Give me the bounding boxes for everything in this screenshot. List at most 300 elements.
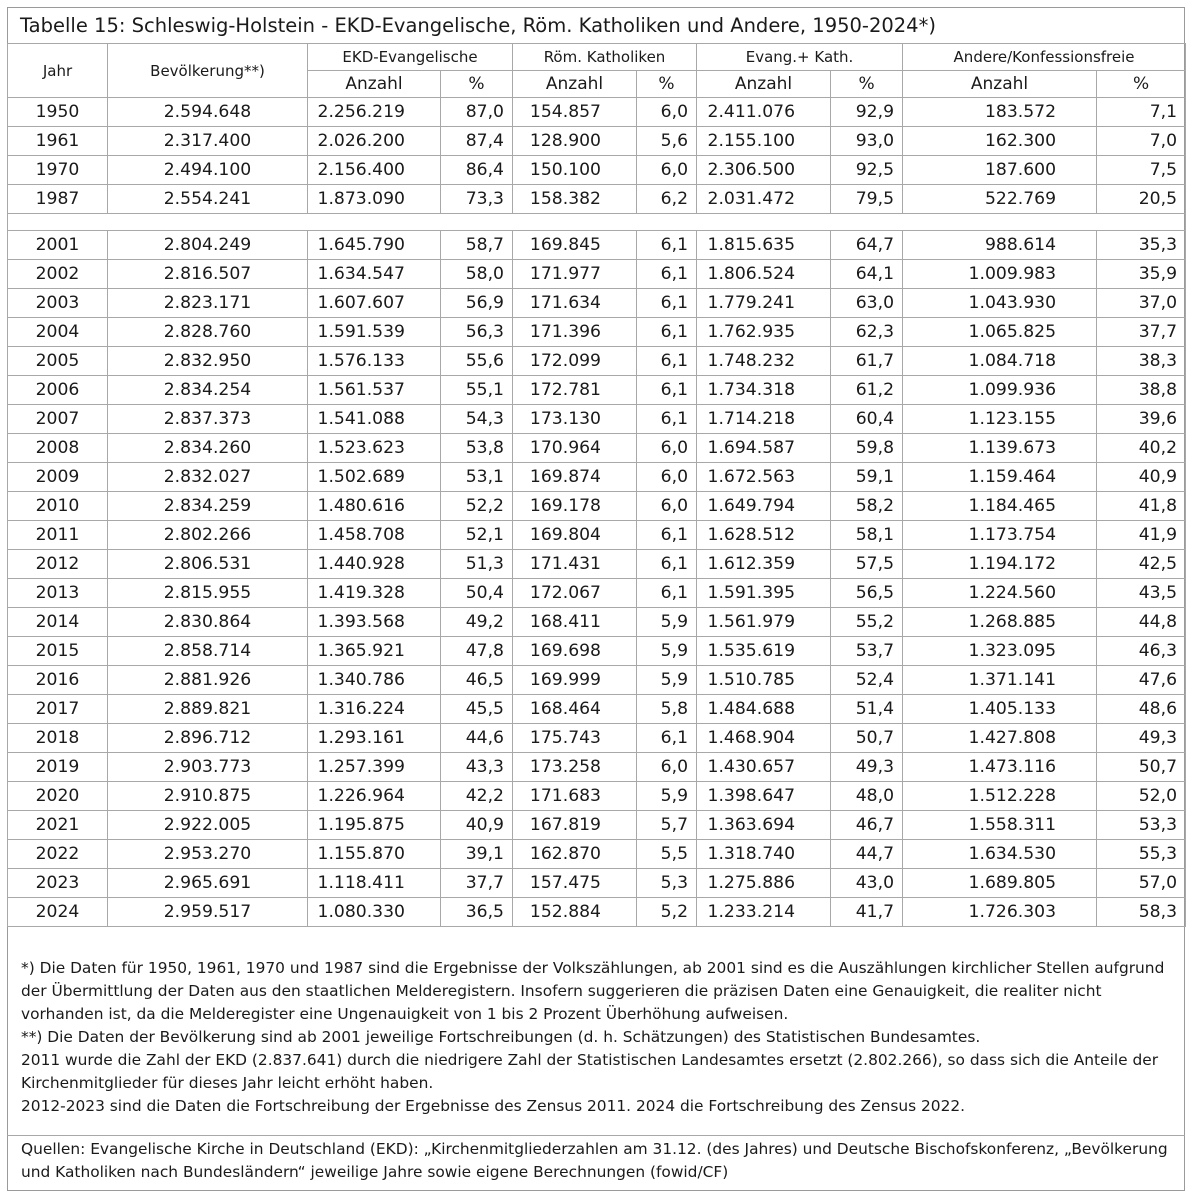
- cell-evkath-anzahl: 1.779.241: [697, 289, 831, 318]
- table-row: [8, 260, 1186, 289]
- cell-ekd-pct: 55,1: [441, 376, 513, 405]
- table-row: [8, 156, 1186, 185]
- cell-ekd-anzahl: 1.523.623: [308, 434, 441, 463]
- header-anzahl: Anzahl: [513, 71, 637, 98]
- cell-evkath-anzahl: 1.612.359: [697, 550, 831, 579]
- cell-andere-anzahl: 1.268.885: [903, 608, 1097, 637]
- cell-evkath-anzahl: 1.806.524: [697, 260, 831, 289]
- cell-ekd-pct: 53,1: [441, 463, 513, 492]
- cell-kath-anzahl: 158.382: [513, 185, 637, 214]
- cell-andere-pct: 37,7: [1097, 318, 1186, 347]
- cell-bevoelkerung: 2.823.171: [108, 289, 308, 318]
- cell-jahr: 2011: [8, 521, 108, 550]
- cell-evkath-pct: 93,0: [831, 127, 903, 156]
- cell-jahr: 2004: [8, 318, 108, 347]
- cell-andere-pct: 55,3: [1097, 840, 1186, 869]
- table-row: [8, 185, 1186, 214]
- header-pct: %: [831, 71, 903, 98]
- cell-jahr: 2010: [8, 492, 108, 521]
- cell-evkath-pct: 59,8: [831, 434, 903, 463]
- cell-evkath-pct: 52,4: [831, 666, 903, 695]
- cell-ekd-pct: 42,2: [441, 782, 513, 811]
- cell-andere-pct: 48,6: [1097, 695, 1186, 724]
- cell-kath-pct: 6,1: [637, 724, 697, 753]
- cell-kath-anzahl: 152.884: [513, 898, 637, 927]
- table-row: [8, 608, 1186, 637]
- table-row: [8, 724, 1186, 753]
- cell-kath-pct: 6,1: [637, 376, 697, 405]
- cell-evkath-pct: 46,7: [831, 811, 903, 840]
- cell-kath-anzahl: 171.431: [513, 550, 637, 579]
- cell-ekd-pct: 43,3: [441, 753, 513, 782]
- cell-bevoelkerung: 2.554.241: [108, 185, 308, 214]
- cell-jahr: 2009: [8, 463, 108, 492]
- cell-ekd-anzahl: 1.365.921: [308, 637, 441, 666]
- table-row: [8, 782, 1186, 811]
- header-group-evang-kath: Evang.+ Kath.: [697, 44, 903, 71]
- cell-bevoelkerung: 2.802.266: [108, 521, 308, 550]
- cell-kath-anzahl: 157.475: [513, 869, 637, 898]
- cell-bevoelkerung: 2.317.400: [108, 127, 308, 156]
- cell-kath-anzahl: 172.781: [513, 376, 637, 405]
- cell-jahr: 2018: [8, 724, 108, 753]
- cell-evkath-anzahl: 1.363.694: [697, 811, 831, 840]
- cell-ekd-pct: 44,6: [441, 724, 513, 753]
- cell-evkath-pct: 58,1: [831, 521, 903, 550]
- cell-ekd-anzahl: 2.156.400: [308, 156, 441, 185]
- cell-bevoelkerung: 2.828.760: [108, 318, 308, 347]
- cell-evkath-pct: 53,7: [831, 637, 903, 666]
- header-group-ekd: EKD-Evangelische: [308, 44, 513, 71]
- header-anzahl: Anzahl: [697, 71, 831, 98]
- cell-evkath-anzahl: 1.672.563: [697, 463, 831, 492]
- header-group-andere: Andere/Konfessionsfreie: [903, 44, 1186, 71]
- cell-evkath-pct: 48,0: [831, 782, 903, 811]
- cell-kath-anzahl: 169.698: [513, 637, 637, 666]
- cell-andere-pct: 37,0: [1097, 289, 1186, 318]
- cell-andere-anzahl: 1.634.530: [903, 840, 1097, 869]
- cell-ekd-pct: 49,2: [441, 608, 513, 637]
- cell-evkath-pct: 41,7: [831, 898, 903, 927]
- cell-evkath-pct: 64,7: [831, 231, 903, 260]
- cell-ekd-pct: 86,4: [441, 156, 513, 185]
- cell-bevoelkerung: 2.832.950: [108, 347, 308, 376]
- cell-ekd-anzahl: 1.502.689: [308, 463, 441, 492]
- cell-kath-pct: 5,9: [637, 666, 697, 695]
- cell-evkath-anzahl: 2.306.500: [697, 156, 831, 185]
- cell-kath-anzahl: 150.100: [513, 156, 637, 185]
- cell-ekd-anzahl: 1.257.399: [308, 753, 441, 782]
- cell-andere-pct: 38,3: [1097, 347, 1186, 376]
- cell-evkath-anzahl: 1.591.395: [697, 579, 831, 608]
- cell-ekd-anzahl: 1.541.088: [308, 405, 441, 434]
- cell-evkath-anzahl: 1.398.647: [697, 782, 831, 811]
- cell-bevoelkerung: 2.896.712: [108, 724, 308, 753]
- cell-ekd-anzahl: 1.316.224: [308, 695, 441, 724]
- cell-ekd-pct: 37,7: [441, 869, 513, 898]
- cell-jahr: 2024: [8, 898, 108, 927]
- cell-kath-anzahl: 172.067: [513, 579, 637, 608]
- footnote: **) Die Daten der Bevölkerung sind ab 2001 jeweilige Fortschreibungen (d. h. Schätzungen) des Statistischen Bundesamtes.: [21, 1028, 981, 1046]
- cell-kath-anzahl: 169.804: [513, 521, 637, 550]
- cell-andere-anzahl: 1.099.936: [903, 376, 1097, 405]
- cell-kath-pct: 5,2: [637, 898, 697, 927]
- cell-evkath-pct: 79,5: [831, 185, 903, 214]
- cell-kath-pct: 6,0: [637, 492, 697, 521]
- cell-kath-pct: 5,9: [637, 608, 697, 637]
- cell-bevoelkerung: 2.858.714: [108, 637, 308, 666]
- cell-evkath-anzahl: 1.748.232: [697, 347, 831, 376]
- cell-andere-anzahl: 187.600: [903, 156, 1097, 185]
- cell-kath-pct: 6,1: [637, 347, 697, 376]
- cell-ekd-anzahl: 1.195.875: [308, 811, 441, 840]
- cell-andere-anzahl: 1.726.303: [903, 898, 1097, 927]
- header-anzahl: Anzahl: [308, 71, 441, 98]
- cell-andere-anzahl: 162.300: [903, 127, 1097, 156]
- cell-evkath-anzahl: 1.734.318: [697, 376, 831, 405]
- table-row: [8, 347, 1186, 376]
- cell-kath-pct: 6,0: [637, 463, 697, 492]
- cell-andere-anzahl: 1.139.673: [903, 434, 1097, 463]
- cell-andere-anzahl: 522.769: [903, 185, 1097, 214]
- cell-andere-pct: 41,8: [1097, 492, 1186, 521]
- cell-ekd-pct: 51,3: [441, 550, 513, 579]
- cell-kath-pct: 6,0: [637, 98, 697, 127]
- cell-jahr: 2015: [8, 637, 108, 666]
- cell-ekd-anzahl: 1.561.537: [308, 376, 441, 405]
- cell-andere-anzahl: 1.043.930: [903, 289, 1097, 318]
- cell-kath-anzahl: 175.743: [513, 724, 637, 753]
- footnote: 2012-2023 sind die Daten die Fortschreibung der Ergebnisse des Zensus 2011. 2024 die Fortschreibung des Zensus 2022.: [21, 1097, 966, 1115]
- header-pct: %: [637, 71, 697, 98]
- cell-evkath-pct: 51,4: [831, 695, 903, 724]
- header-pct: %: [441, 71, 513, 98]
- footnote: *) Die Daten für 1950, 1961, 1970 und 1987 sind die Ergebnisse der Volkszählungen, ab 2001 sind es die Auszählungen kirchlicher Stellen aufgrund der Übermittlung der Daten aus den staatlichen Melderegistern. Insofern suggerieren die präzisen Daten eine Genauigkeit, die realiter nicht vorhanden ist, da die Melderegister eine Ungenauigkeit von 1 bis 2 Prozent Überhöhung aufweisen.: [21, 959, 1165, 1023]
- cell-ekd-anzahl: 1.458.708: [308, 521, 441, 550]
- header-group-katholiken: Röm. Katholiken: [513, 44, 697, 71]
- header-row-groups: [8, 44, 1186, 71]
- cell-bevoelkerung: 2.594.648: [108, 98, 308, 127]
- cell-evkath-anzahl: 1.628.512: [697, 521, 831, 550]
- cell-ekd-pct: 87,0: [441, 98, 513, 127]
- cell-andere-anzahl: 1.123.155: [903, 405, 1097, 434]
- cell-evkath-pct: 62,3: [831, 318, 903, 347]
- cell-evkath-anzahl: 1.233.214: [697, 898, 831, 927]
- cell-bevoelkerung: 2.830.864: [108, 608, 308, 637]
- cell-evkath-anzahl: 2.411.076: [697, 98, 831, 127]
- cell-evkath-anzahl: 1.468.904: [697, 724, 831, 753]
- cell-kath-anzahl: 128.900: [513, 127, 637, 156]
- cell-kath-pct: 5,8: [637, 695, 697, 724]
- cell-ekd-anzahl: 1.080.330: [308, 898, 441, 927]
- cell-jahr: 1961: [8, 127, 108, 156]
- cell-jahr: 2003: [8, 289, 108, 318]
- cell-kath-anzahl: 168.464: [513, 695, 637, 724]
- cell-jahr: 2020: [8, 782, 108, 811]
- cell-jahr: 2021: [8, 811, 108, 840]
- cell-kath-pct: 6,0: [637, 156, 697, 185]
- cell-jahr: 2005: [8, 347, 108, 376]
- table-row: [8, 550, 1186, 579]
- cell-andere-pct: 52,0: [1097, 782, 1186, 811]
- header-bevoelkerung: Bevölkerung**): [108, 44, 308, 98]
- cell-kath-pct: 5,9: [637, 782, 697, 811]
- cell-andere-pct: 41,9: [1097, 521, 1186, 550]
- cell-kath-pct: 5,9: [637, 637, 697, 666]
- cell-kath-pct: 6,1: [637, 260, 697, 289]
- cell-andere-pct: 43,5: [1097, 579, 1186, 608]
- table-row: [8, 579, 1186, 608]
- table-row: [8, 840, 1186, 869]
- cell-evkath-anzahl: 1.694.587: [697, 434, 831, 463]
- cell-kath-pct: 5,7: [637, 811, 697, 840]
- table-row: [8, 376, 1186, 405]
- cell-evkath-anzahl: 1.649.794: [697, 492, 831, 521]
- cell-andere-pct: 38,8: [1097, 376, 1186, 405]
- cell-ekd-anzahl: 1.393.568: [308, 608, 441, 637]
- cell-kath-anzahl: 171.977: [513, 260, 637, 289]
- cell-jahr: 2019: [8, 753, 108, 782]
- cell-andere-anzahl: 1.224.560: [903, 579, 1097, 608]
- cell-kath-pct: 5,3: [637, 869, 697, 898]
- cell-andere-anzahl: 1.405.133: [903, 695, 1097, 724]
- cell-andere-pct: 53,3: [1097, 811, 1186, 840]
- cell-ekd-pct: 87,4: [441, 127, 513, 156]
- cell-evkath-pct: 50,7: [831, 724, 903, 753]
- cell-andere-pct: 35,9: [1097, 260, 1186, 289]
- cell-andere-pct: 50,7: [1097, 753, 1186, 782]
- header-pct: %: [1097, 71, 1186, 98]
- cell-evkath-pct: 43,0: [831, 869, 903, 898]
- header-anzahl: Anzahl: [903, 71, 1097, 98]
- cell-evkath-pct: 92,5: [831, 156, 903, 185]
- cell-ekd-anzahl: 1.155.870: [308, 840, 441, 869]
- cell-ekd-anzahl: 1.480.616: [308, 492, 441, 521]
- cell-ekd-anzahl: 2.256.219: [308, 98, 441, 127]
- cell-ekd-pct: 73,3: [441, 185, 513, 214]
- cell-bevoelkerung: 2.834.259: [108, 492, 308, 521]
- cell-ekd-anzahl: 1.645.790: [308, 231, 441, 260]
- cell-jahr: 1987: [8, 185, 108, 214]
- cell-bevoelkerung: 2.832.027: [108, 463, 308, 492]
- cell-evkath-pct: 57,5: [831, 550, 903, 579]
- table-row: [8, 492, 1186, 521]
- cell-bevoelkerung: 2.922.005: [108, 811, 308, 840]
- cell-evkath-pct: 92,9: [831, 98, 903, 127]
- cell-jahr: 2013: [8, 579, 108, 608]
- cell-evkath-pct: 59,1: [831, 463, 903, 492]
- cell-evkath-anzahl: 1.815.635: [697, 231, 831, 260]
- cell-kath-anzahl: 169.999: [513, 666, 637, 695]
- cell-ekd-anzahl: 1.226.964: [308, 782, 441, 811]
- cell-evkath-anzahl: 1.430.657: [697, 753, 831, 782]
- cell-jahr: 1950: [8, 98, 108, 127]
- cell-andere-pct: 39,6: [1097, 405, 1186, 434]
- cell-kath-anzahl: 169.178: [513, 492, 637, 521]
- cell-ekd-pct: 54,3: [441, 405, 513, 434]
- cell-evkath-pct: 63,0: [831, 289, 903, 318]
- cell-evkath-pct: 55,2: [831, 608, 903, 637]
- cell-evkath-pct: 58,2: [831, 492, 903, 521]
- cell-kath-anzahl: 170.964: [513, 434, 637, 463]
- cell-bevoelkerung: 2.834.254: [108, 376, 308, 405]
- cell-kath-pct: 6,1: [637, 521, 697, 550]
- table-body-early: [8, 98, 1186, 214]
- cell-kath-anzahl: 167.819: [513, 811, 637, 840]
- cell-evkath-anzahl: 1.535.619: [697, 637, 831, 666]
- cell-ekd-anzahl: 1.340.786: [308, 666, 441, 695]
- cell-andere-pct: 7,1: [1097, 98, 1186, 127]
- table-row: [8, 231, 1186, 260]
- cell-andere-pct: 40,2: [1097, 434, 1186, 463]
- cell-ekd-anzahl: 1.440.928: [308, 550, 441, 579]
- cell-ekd-anzahl: 1.118.411: [308, 869, 441, 898]
- cell-ekd-pct: 50,4: [441, 579, 513, 608]
- table-row: [8, 405, 1186, 434]
- cell-bevoelkerung: 2.910.875: [108, 782, 308, 811]
- cell-evkath-pct: 44,7: [831, 840, 903, 869]
- cell-kath-pct: 6,1: [637, 289, 697, 318]
- cell-kath-anzahl: 169.845: [513, 231, 637, 260]
- cell-evkath-anzahl: 2.155.100: [697, 127, 831, 156]
- cell-kath-anzahl: 168.411: [513, 608, 637, 637]
- cell-andere-anzahl: 988.614: [903, 231, 1097, 260]
- cell-evkath-pct: 56,5: [831, 579, 903, 608]
- cell-kath-anzahl: 171.683: [513, 782, 637, 811]
- cell-kath-anzahl: 171.396: [513, 318, 637, 347]
- cell-kath-anzahl: 173.258: [513, 753, 637, 782]
- cell-jahr: 2001: [8, 231, 108, 260]
- cell-jahr: 2023: [8, 869, 108, 898]
- cell-kath-pct: 6,2: [637, 185, 697, 214]
- cell-ekd-pct: 36,5: [441, 898, 513, 927]
- header-jahr: Jahr: [8, 44, 108, 98]
- cell-andere-pct: 49,3: [1097, 724, 1186, 753]
- cell-andere-anzahl: 1.689.805: [903, 869, 1097, 898]
- cell-bevoelkerung: 2.834.260: [108, 434, 308, 463]
- cell-bevoelkerung: 2.903.773: [108, 753, 308, 782]
- cell-ekd-anzahl: 1.576.133: [308, 347, 441, 376]
- table-row: [8, 811, 1186, 840]
- table-row: [8, 127, 1186, 156]
- cell-kath-pct: 5,5: [637, 840, 697, 869]
- cell-bevoelkerung: 2.953.270: [108, 840, 308, 869]
- cell-ekd-pct: 53,8: [441, 434, 513, 463]
- cell-ekd-pct: 47,8: [441, 637, 513, 666]
- cell-andere-anzahl: 183.572: [903, 98, 1097, 127]
- cell-bevoelkerung: 2.837.373: [108, 405, 308, 434]
- cell-jahr: 2002: [8, 260, 108, 289]
- table-row: [8, 463, 1186, 492]
- cell-andere-anzahl: 1.558.311: [903, 811, 1097, 840]
- cell-andere-anzahl: 1.194.172: [903, 550, 1097, 579]
- cell-evkath-anzahl: 1.561.979: [697, 608, 831, 637]
- cell-andere-pct: 57,0: [1097, 869, 1186, 898]
- cell-evkath-anzahl: 2.031.472: [697, 185, 831, 214]
- cell-andere-anzahl: 1.371.141: [903, 666, 1097, 695]
- cell-ekd-pct: 58,7: [441, 231, 513, 260]
- cell-andere-pct: 47,6: [1097, 666, 1186, 695]
- table-row: [8, 695, 1186, 724]
- cell-jahr: 2006: [8, 376, 108, 405]
- cell-ekd-pct: 45,5: [441, 695, 513, 724]
- table-row: [8, 869, 1186, 898]
- cell-ekd-pct: 52,1: [441, 521, 513, 550]
- table-row: [8, 318, 1186, 347]
- cell-kath-pct: 6,0: [637, 753, 697, 782]
- cell-evkath-anzahl: 1.510.785: [697, 666, 831, 695]
- cell-jahr: 2017: [8, 695, 108, 724]
- cell-kath-pct: 6,1: [637, 550, 697, 579]
- cell-andere-pct: 7,5: [1097, 156, 1186, 185]
- sources: Quellen: Evangelische Kirche in Deutschland (EKD): „Kirchenmitgliederzahlen am 31.12. (des Jahres) und Deutsche Bischofskonferenz, „Bevölkerung und Katholiken nach Bundesländern“ jeweilige Jahre sowie eigene Berechnungen (fowid/CF): [21, 1140, 1168, 1181]
- cell-evkath-pct: 49,3: [831, 753, 903, 782]
- cell-jahr: 2012: [8, 550, 108, 579]
- cell-andere-anzahl: 1.184.465: [903, 492, 1097, 521]
- table-row: [8, 753, 1186, 782]
- cell-kath-anzahl: 162.870: [513, 840, 637, 869]
- cell-andere-pct: 46,3: [1097, 637, 1186, 666]
- table-row: [8, 521, 1186, 550]
- cell-evkath-anzahl: 1.714.218: [697, 405, 831, 434]
- table-row: [8, 637, 1186, 666]
- cell-evkath-pct: 64,1: [831, 260, 903, 289]
- cell-kath-anzahl: 172.099: [513, 347, 637, 376]
- cell-evkath-pct: 61,7: [831, 347, 903, 376]
- footnote: 2011 wurde die Zahl der EKD (2.837.641) durch die niedrigere Zahl der Statistischen Landesamtes ersetzt (2.802.266), so dass sich die Anteile der Kirchenmitglieder für dieses Jahr leicht erhöht haben.: [21, 1051, 1159, 1092]
- cell-ekd-anzahl: 1.634.547: [308, 260, 441, 289]
- cell-ekd-pct: 56,3: [441, 318, 513, 347]
- table-row: [8, 434, 1186, 463]
- cell-kath-anzahl: 154.857: [513, 98, 637, 127]
- cell-ekd-anzahl: 1.607.607: [308, 289, 441, 318]
- cell-evkath-anzahl: 1.484.688: [697, 695, 831, 724]
- spacer-row: [8, 214, 1186, 231]
- cell-andere-pct: 58,3: [1097, 898, 1186, 927]
- cell-kath-pct: 6,0: [637, 434, 697, 463]
- table-row: [8, 289, 1186, 318]
- cell-andere-pct: 40,9: [1097, 463, 1186, 492]
- footnotes: [7, 952, 1185, 1136]
- cell-ekd-pct: 46,5: [441, 666, 513, 695]
- cell-evkath-anzahl: 1.275.886: [697, 869, 831, 898]
- cell-andere-anzahl: 1.065.825: [903, 318, 1097, 347]
- cell-andere-pct: 42,5: [1097, 550, 1186, 579]
- cell-andere-anzahl: 1.084.718: [903, 347, 1097, 376]
- cell-andere-anzahl: 1.473.116: [903, 753, 1097, 782]
- cell-andere-pct: 20,5: [1097, 185, 1186, 214]
- cell-ekd-anzahl: 1.419.328: [308, 579, 441, 608]
- cell-kath-anzahl: 169.874: [513, 463, 637, 492]
- cell-kath-pct: 6,1: [637, 318, 697, 347]
- cell-bevoelkerung: 2.804.249: [108, 231, 308, 260]
- cell-jahr: 2007: [8, 405, 108, 434]
- cell-andere-pct: 35,3: [1097, 231, 1186, 260]
- cell-kath-pct: 5,6: [637, 127, 697, 156]
- cell-evkath-pct: 60,4: [831, 405, 903, 434]
- table-body-late: [8, 231, 1186, 927]
- cell-bevoelkerung: 2.806.531: [108, 550, 308, 579]
- table-row: [8, 898, 1186, 927]
- cell-ekd-anzahl: 1.293.161: [308, 724, 441, 753]
- cell-kath-anzahl: 171.634: [513, 289, 637, 318]
- cell-andere-pct: 7,0: [1097, 127, 1186, 156]
- data-table: [7, 43, 1186, 927]
- cell-andere-anzahl: 1.159.464: [903, 463, 1097, 492]
- cell-ekd-pct: 58,0: [441, 260, 513, 289]
- cell-evkath-pct: 61,2: [831, 376, 903, 405]
- cell-andere-pct: 44,8: [1097, 608, 1186, 637]
